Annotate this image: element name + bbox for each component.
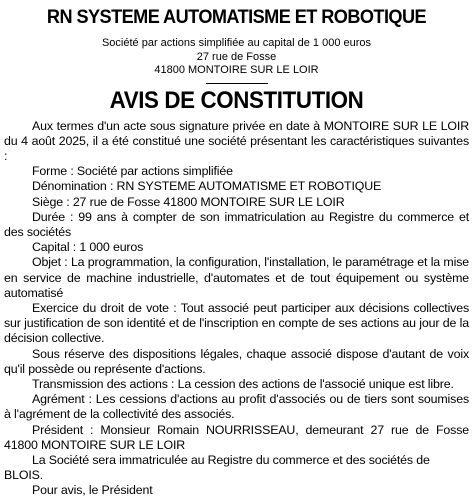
divider — [206, 83, 268, 84]
paragraph-objet: Objet : La programmation, la configuration, l'installation, le paramétrage et la mise en service de machine industrielle, d'automates et de tout équipement ou système automatisé — [4, 255, 469, 300]
paragraph-denomination: Dénomination : RN SYSTEME AUTOMATISME ET ROBOTIQUE — [32, 179, 382, 194]
legal-form-line: Société par actions simplifiée au capital de 1 000 euros — [101, 37, 372, 49]
company-name: RN SYSTEME AUTOMATISME ET ROBOTIQUE — [46, 6, 427, 28]
paragraph-voix: Sous réserve des dispositions légales, chaque associé dispose d'autant de voix qu'il possède ou représente d'actions. — [4, 346, 469, 376]
paragraph-signature: Pour avis, le Président — [32, 483, 153, 498]
notice-title: AVIS DE CONSTITUTION — [109, 86, 364, 114]
paragraph-intro: Aux termes d'un acte sous signature privée en date à MONTOIRE SUR LE LOIR du 4 août 2025, il a été constitué une société présentant les caractéristiques suivantes : — [4, 118, 469, 163]
city-line: 41800 MONTOIRE SUR LE LOIR — [154, 64, 319, 76]
paragraph-agrement: Agrément : Les cessions d'actions au profit d'associés ou de tiers sont soumises à l'agrément de la collectivité des associés. — [4, 392, 469, 422]
notice-body — [4, 119, 469, 499]
paragraph-vote: Exercice du droit de vote : Tout associé peut participer aux décisions collectives sur justification de son identité et de l'inscription en compte de ses actions au jour de la décision collective. — [4, 300, 469, 346]
address-line: 27 rue de Fosse — [196, 50, 277, 63]
paragraph-duree: Durée : 99 ans à compter de son immatriculation au Registre du commerce et des sociétés — [4, 209, 469, 239]
paragraph-siege: Siège : 27 rue de Fosse 41800 MONTOIRE SUR LE LOIR — [32, 194, 345, 209]
paragraph-president: Président : Monsieur Romain NOURRISSEAU, demeurant 27 rue de Fosse 41800 MONTOIRE SUR LE LOIR — [4, 422, 469, 452]
paragraph-transmission: Transmission des actions : La cession des actions de l'associé unique est libre. — [32, 376, 454, 391]
paragraph-capital: Capital : 1 000 euros — [32, 240, 144, 255]
paragraph-forme: Forme : Société par actions simplifiée — [32, 164, 233, 179]
company-info — [4, 37, 469, 78]
paragraph-immatriculation: La Société sera immatriculée au Registre du commerce et des sociétés de BLOIS. — [4, 452, 430, 483]
